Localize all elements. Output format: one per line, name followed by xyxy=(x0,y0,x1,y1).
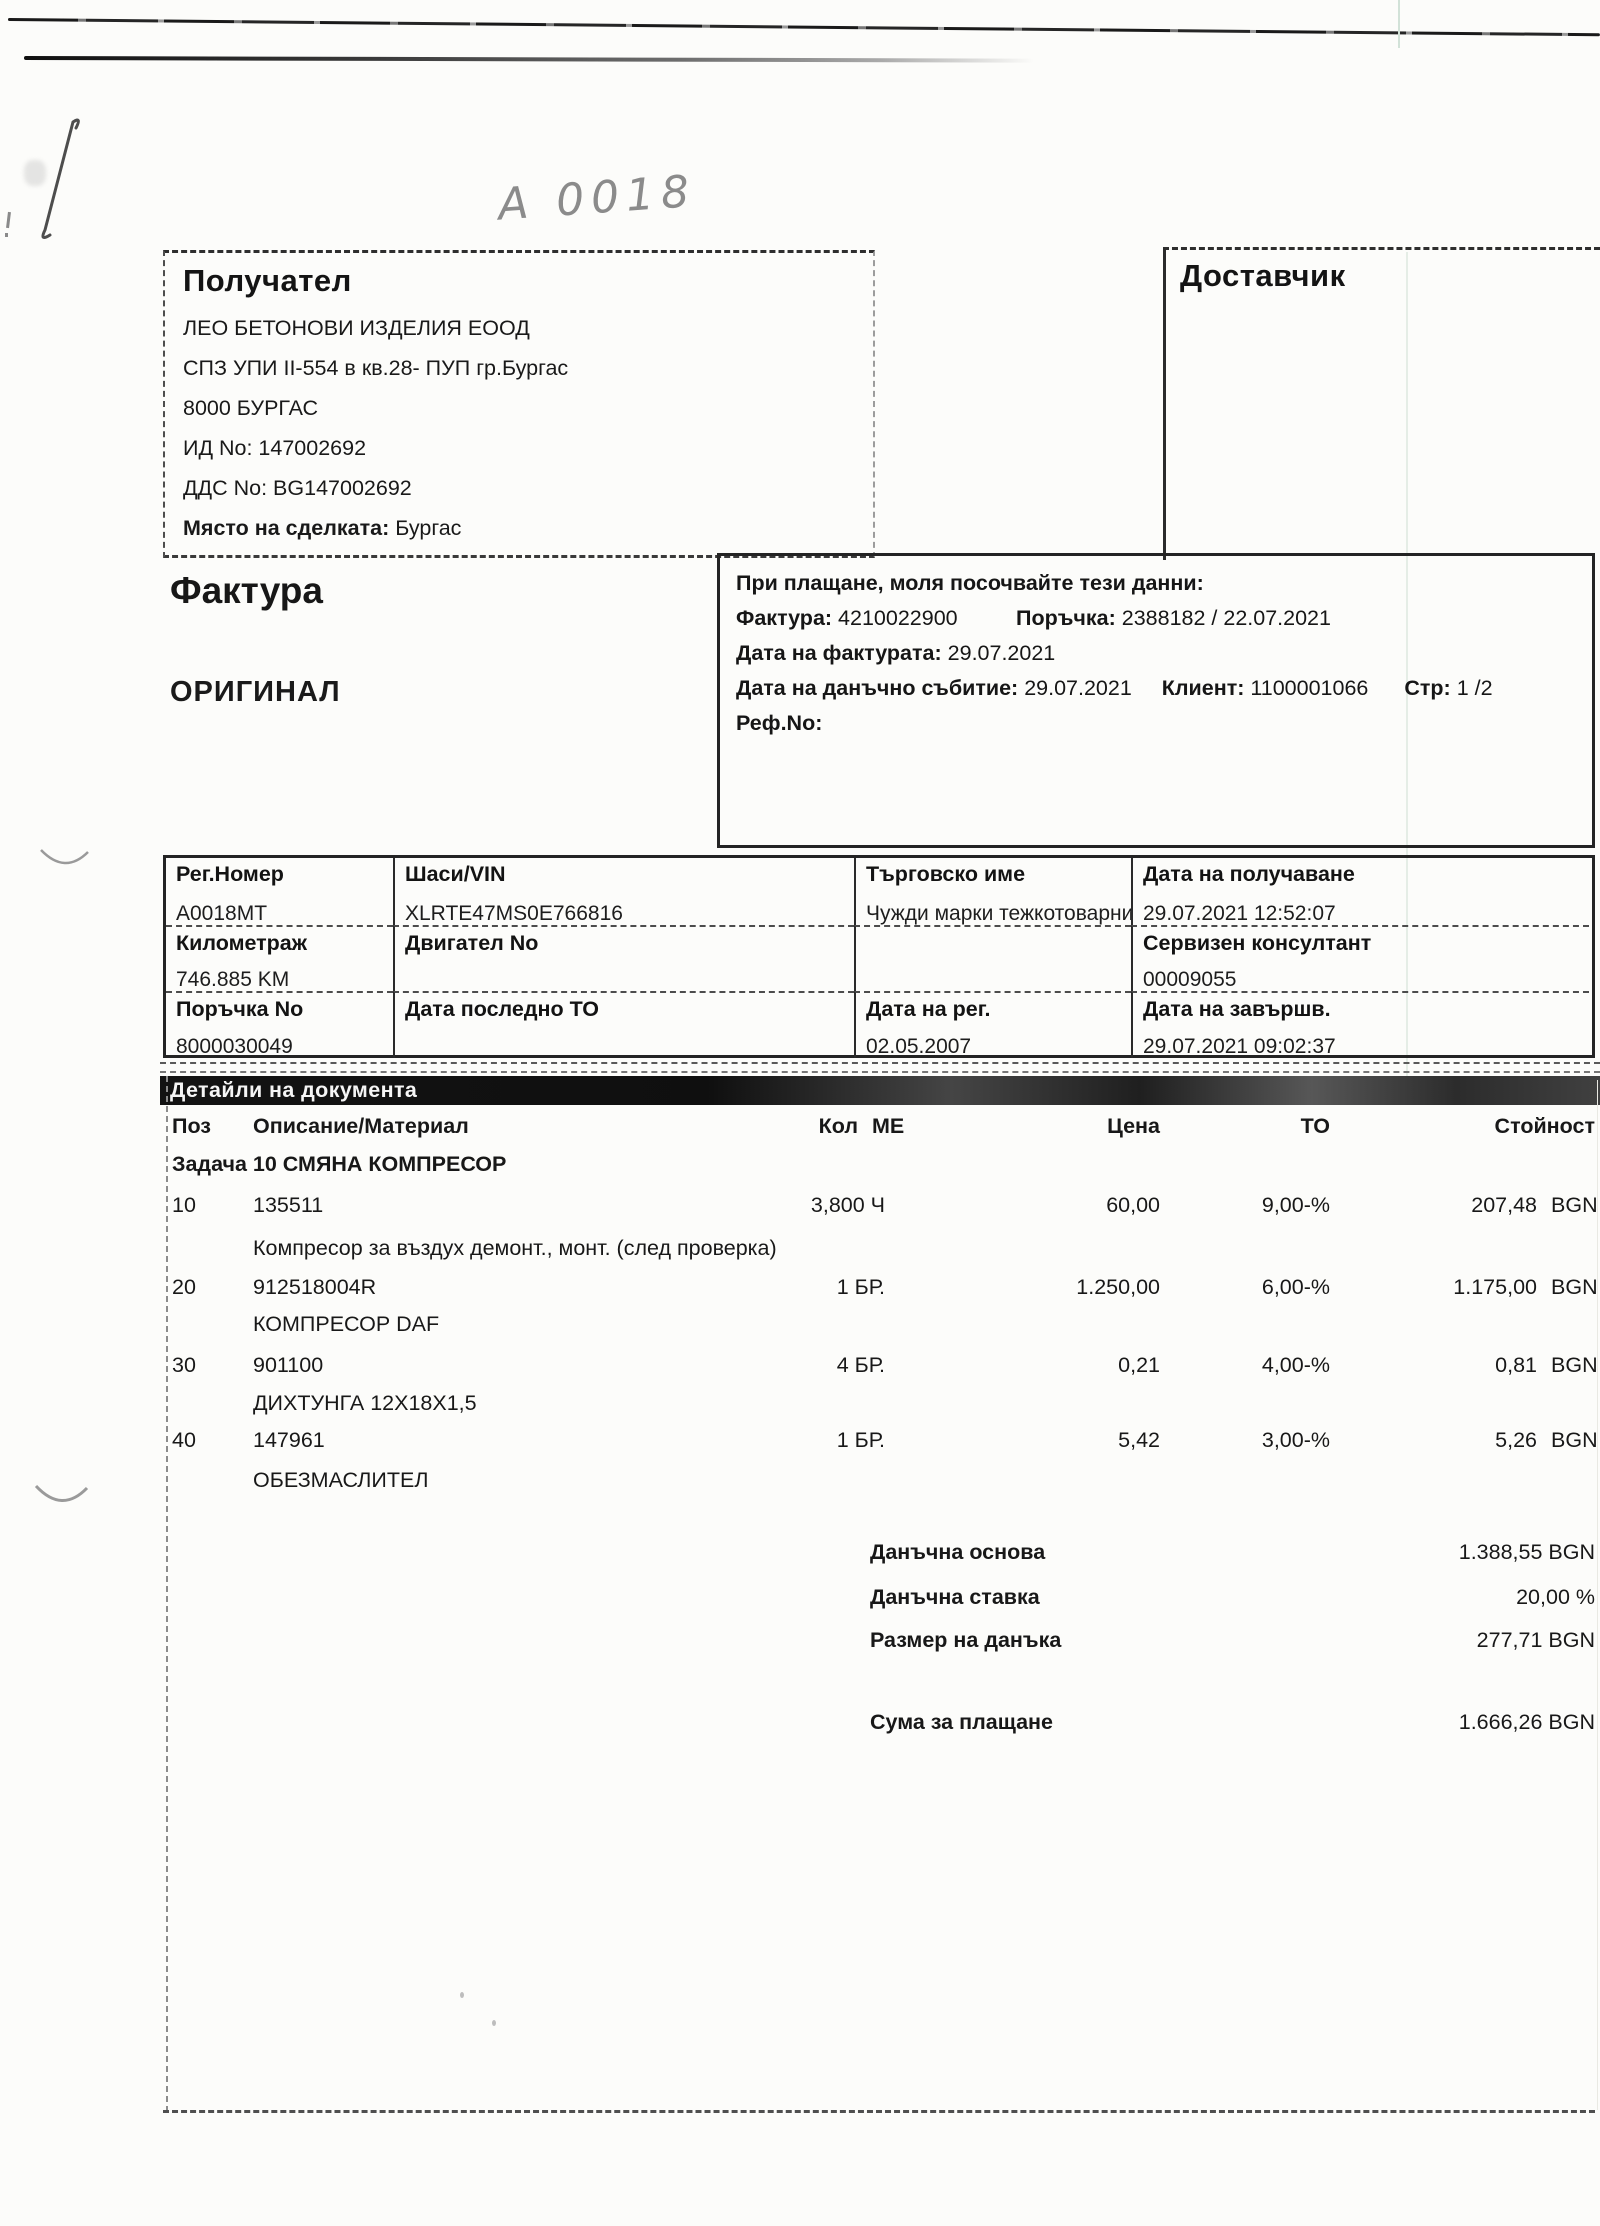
recipient-city-line: 8000 БУРГАС xyxy=(183,396,319,420)
payment-order-label: Поръчка: xyxy=(1016,606,1116,630)
item-amount: 5,26 xyxy=(1495,1428,1537,1452)
item-pos: 40 xyxy=(172,1428,196,1452)
deal-place-value: Бургас xyxy=(395,516,462,540)
scan-artifact-line-top xyxy=(8,18,1600,36)
cell-received-date: Дата на получаване 29.07.2021 12:52:07 xyxy=(1131,858,1589,925)
order-number-value: 8000030049 xyxy=(176,1035,293,1058)
deal-place-label: Място на сделката: xyxy=(183,516,390,540)
col-header-to: ТО xyxy=(1300,1114,1330,1138)
details-section-header: Детайли на документа xyxy=(160,1076,1600,1105)
task-line: Задача 10 СМЯНА КОМПРЕСОР xyxy=(172,1152,507,1176)
details-right-border xyxy=(1597,1080,1598,2110)
item-amount: 0,81 xyxy=(1495,1353,1537,1377)
pencil-curve-mark-top xyxy=(38,845,92,875)
scan-artifact-vertical-top xyxy=(1398,0,1400,48)
col-header-amount: Стойност xyxy=(1494,1114,1595,1138)
item-material: 901100 xyxy=(253,1353,324,1377)
cell-last-service: Дата последно ТО xyxy=(393,991,854,1058)
cell-service-consultant: Сервизен консултант 00009055 xyxy=(1131,925,1589,991)
trade-name-value: Чужди марки тежкотоварни xyxy=(866,902,1134,925)
item-currency: BGN xyxy=(1551,1353,1598,1377)
total-value-amount-due: 1.666,26 BGN xyxy=(1458,1710,1595,1734)
cell-engine-number: Двигател No xyxy=(393,925,854,991)
pencil-smudge xyxy=(24,160,46,186)
col-header-price: Цена xyxy=(1107,1114,1160,1138)
item-price: 60,00 xyxy=(1106,1193,1160,1217)
recipient-company-name: ЛЕО БЕТОНОВИ ИЗДЕЛИЯ ЕООД xyxy=(183,316,530,340)
client-label: Клиент: xyxy=(1161,676,1245,700)
pencil-curve-mark-bottom xyxy=(33,1480,91,1514)
item-to: 9,00-% xyxy=(1261,1193,1330,1217)
cell-vin: Шаси/VIN XLRTE47MS0E766816 xyxy=(393,858,854,925)
vehicle-info-table xyxy=(163,855,1595,1058)
details-bottom-border xyxy=(163,2110,1595,2113)
payment-invoice-number: 4210022900 xyxy=(838,606,958,630)
handwritten-note: А 0018 xyxy=(496,165,698,231)
total-value-tax-base: 1.388,55 BGN xyxy=(1458,1540,1595,1564)
payment-invoice-date-row xyxy=(736,636,1576,671)
item-qty: 3,800 Ч xyxy=(810,1193,885,1217)
payment-tax-event-row xyxy=(736,671,1576,706)
consultant-value: 00009055 xyxy=(1143,968,1237,991)
total-label-tax-amount: Размер на данъка xyxy=(870,1628,1062,1652)
total-label-tax-rate: Данъчна ставка xyxy=(870,1585,1040,1609)
received-date-value: 29.07.2021 12:52:07 xyxy=(1143,902,1336,925)
vin-value: XLRTE47MS0E766816 xyxy=(405,902,623,925)
item-description: КОМПРЕСОР DAF xyxy=(253,1312,440,1336)
item-currency: BGN xyxy=(1551,1193,1598,1217)
item-description: ДИХТУНГА 12X18X1,5 xyxy=(253,1391,477,1415)
reg-date-value: 02.05.2007 xyxy=(866,1035,972,1058)
total-value-tax-amount: 277,71 BGN xyxy=(1476,1628,1595,1652)
col-header-unit: МЕ xyxy=(872,1114,905,1138)
scan-speck xyxy=(492,2020,496,2026)
cell-completed-date: Дата на завършв. 29.07.2021 09:02:37 xyxy=(1131,991,1589,1058)
item-qty: 1 БР. xyxy=(836,1275,885,1299)
item-to: 4,00-% xyxy=(1261,1353,1330,1377)
item-price: 5,42 xyxy=(1118,1428,1160,1452)
details-left-border xyxy=(166,1076,168,2112)
scan-speck xyxy=(460,1992,464,1998)
separator-dashed-line-1 xyxy=(160,1062,1600,1064)
item-price: 1.250,00 xyxy=(1076,1275,1160,1299)
cell-reg-number: Рег.Номер A0018MT xyxy=(176,862,284,925)
item-material: 135511 xyxy=(253,1193,324,1217)
separator-dashed-line-2 xyxy=(160,1071,1600,1073)
invoice-date-label: Дата на фактурата: xyxy=(736,641,942,665)
total-value-tax-rate: 20,00 % xyxy=(1516,1585,1595,1609)
recipient-box xyxy=(163,250,875,558)
client-number: 1100001066 xyxy=(1250,676,1369,700)
item-pos: 30 xyxy=(172,1353,196,1377)
recipient-address-line: СПЗ УПИ II-554 в кв.28- ПУП гр.Бургас xyxy=(183,356,569,380)
recipient-vat-number: ДДС No: BG147002692 xyxy=(183,476,412,500)
completed-date-value: 29.07.2021 09:02:37 xyxy=(1143,1035,1336,1058)
tax-event-date: 29.07.2021 xyxy=(1024,676,1132,700)
cell-mileage: Километраж 746.885 KM xyxy=(166,925,393,991)
payment-ref-row: Реф.No: xyxy=(736,711,823,735)
total-label-amount-due: Сума за плащане xyxy=(870,1710,1053,1734)
page-label: Стр: xyxy=(1404,676,1451,700)
item-currency: BGN xyxy=(1551,1275,1598,1299)
reg-number-value: A0018MT xyxy=(176,902,268,925)
item-price: 0,21 xyxy=(1118,1353,1160,1377)
item-description: Компресор за въздух демонт., монт. (след проверка) xyxy=(253,1236,777,1260)
item-material: 912518004R xyxy=(253,1275,377,1299)
recipient-deal-place xyxy=(183,508,855,548)
item-amount: 207,48 xyxy=(1471,1193,1537,1217)
mileage-value: 746.885 KM xyxy=(176,968,290,991)
col-header-qty: Кол xyxy=(818,1114,858,1138)
payment-invoice-row xyxy=(736,601,1576,636)
cell-order-number: Поръчка No 8000030049 xyxy=(166,991,393,1058)
invoice-type-title: Фактура xyxy=(170,570,323,611)
pen-tick-dot xyxy=(5,233,8,237)
cell-empty xyxy=(854,925,1131,991)
cell-trade-name: Търговско име Чужди марки тежкотоварни xyxy=(854,858,1131,925)
item-to: 6,00-% xyxy=(1261,1275,1330,1299)
cell-reg-date: Дата на рег. 02.05.2007 xyxy=(854,991,1131,1058)
tax-event-label: Дата на данъчно събитие: xyxy=(736,676,1019,700)
supplier-box xyxy=(1163,247,1600,560)
payment-order-group xyxy=(1016,601,1331,636)
payment-invoice-label: Фактура: xyxy=(736,606,833,630)
item-qty: 4 БР. xyxy=(836,1353,885,1377)
payment-heading: При плащане, моля посочвайте тези данни: xyxy=(736,571,1204,595)
invoice-date-value: 29.07.2021 xyxy=(947,641,1056,665)
item-to: 3,00-% xyxy=(1261,1428,1330,1452)
total-label-tax-base: Данъчна основа xyxy=(870,1540,1046,1564)
invoice-copy-label: ОРИГИНАЛ xyxy=(170,676,341,708)
recipient-title: Получател xyxy=(183,263,352,298)
payment-order-value: 2388182 / 22.07.2021 xyxy=(1121,606,1331,630)
supplier-title: Доставчик xyxy=(1180,258,1346,293)
item-pos: 10 xyxy=(172,1193,196,1217)
item-description: ОБЕЗМАСЛИТЕЛ xyxy=(253,1468,429,1492)
col-header-material: Описание/Материал xyxy=(253,1114,469,1138)
item-pos: 20 xyxy=(172,1275,196,1299)
item-currency: BGN xyxy=(1551,1428,1598,1452)
item-amount: 1.175,00 xyxy=(1453,1275,1537,1299)
page-value: 1 /2 xyxy=(1456,676,1493,700)
recipient-id-number: ИД No: 147002692 xyxy=(183,436,367,460)
col-header-pos: Поз xyxy=(172,1114,211,1138)
item-qty: 1 БР. xyxy=(836,1428,885,1452)
item-material: 147961 xyxy=(253,1428,325,1452)
payment-info-box xyxy=(717,553,1595,848)
scan-artifact-line-second xyxy=(24,56,1034,63)
pen-tick-mark xyxy=(6,212,11,228)
